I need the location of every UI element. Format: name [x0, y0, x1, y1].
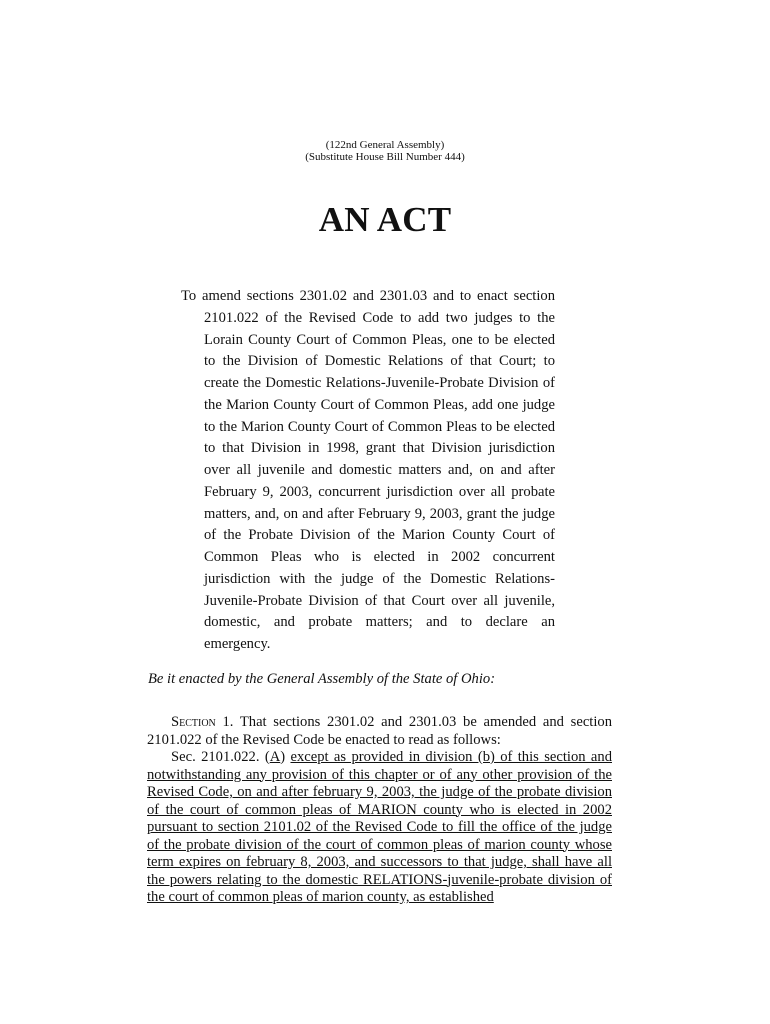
section-1-text: 1. That sections 2301.02 and 2301.03 be amended and section 2101.022 of the Revised Code be enacted to read as follows:	[147, 714, 612, 748]
bill-number-header: (Substitute House Bill Number 444)	[305, 151, 465, 163]
sec-2101-022-heading: Sec. 2101.022. (	[171, 749, 270, 765]
summary-text: To amend sections 2301.02 and 2301.03 and to enact section 2101.022 of the Revised Code to add two judges to the Lorain County Court of Common Pleas, one to be elected to the Division of Domestic Relations of that Court; to create the Domestic Relations-Juvenile-Probate Division of the Marion County Court of Common Pleas, add one judge to the Marion County Court of Common Pleas to be elected to that Division in 1998, grant that Division jurisdiction over all juvenile and domestic matters and, on and after February 9, 2003, concurrent jurisdiction over all probate matters, and, on and after February 9, 2003, grant the judge of the Probate Division of the Marion County Court of Common Pleas who is elected in 2002 concurrent jurisdiction with the judge of the Domestic Relations-Juvenile-Probate Division of that Court over all juvenile, domestic, and probate matters; and to declare an emergency.	[181, 288, 555, 652]
sec-2101-022-text: except as provided in division (b) of this section and notwithstanding any provision of this chapter or of any other provision of the Revised Code, on and after february 9, 2003, the judge of the probate division of the court of common pleas of MARION county who is elected in 2002 pursuant to section 2101.02 of the Revised Code to fill the office of the judge of the probate division of the court of common pleas of marion county whose term expires on february 8, 2003, and successors to that judge, shall have all the powers relating to the domestic RELATIONS-juvenile-probate division of the court of common pleas of marion county, as established	[147, 749, 612, 905]
act-summary	[181, 286, 555, 656]
enacting-clause: Be it enacted by the General Assembly of the State of Ohio:	[148, 671, 496, 687]
section-label: Section	[171, 714, 216, 730]
division-close-paren: )	[280, 749, 291, 765]
sec-2101-022-paragraph	[147, 749, 612, 907]
division-a-label: A	[269, 749, 281, 765]
section-1-paragraph	[147, 714, 612, 749]
section-body	[147, 714, 612, 907]
act-title: AN ACT	[318, 200, 452, 239]
general-assembly-header: (122nd General Assembly)	[325, 139, 445, 151]
